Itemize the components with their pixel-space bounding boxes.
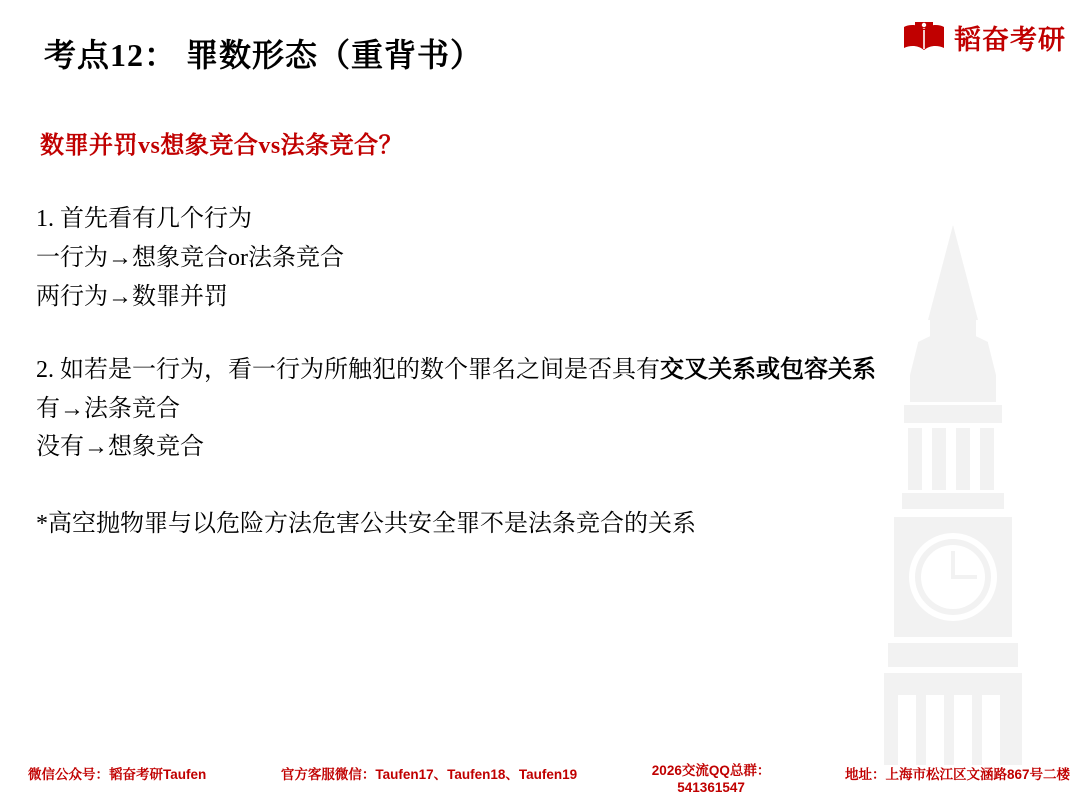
- rule-block-1: [36, 200, 936, 317]
- page-title: 考点12： 罪数形态（重背书）: [44, 37, 484, 73]
- rule-1-line-2: 一行为→想象竞合or法条竞合: [36, 244, 344, 271]
- rule-block-2: [36, 351, 936, 468]
- brand-logo: [902, 18, 1066, 57]
- rule-2-line-1: [36, 351, 936, 390]
- footnote: *高空抛物罪与以危险方法危害公共安全罪不是法条竞合的关系: [36, 511, 696, 538]
- footer-qq-group: [652, 763, 771, 797]
- rule-1-line-1: 1. 首先看有几个行为: [36, 206, 252, 232]
- footer-wechat-public: 微信公众号：韬奋考研Taufen: [28, 767, 207, 783]
- emphasized-phrase: 交叉关系或包容关系: [660, 356, 876, 383]
- brand-name: 韬奋考研: [954, 25, 1066, 55]
- slide-content: [36, 125, 936, 538]
- open-book-icon: [902, 21, 946, 55]
- footer: [0, 763, 1080, 797]
- footer-qq-group-label: 2026交流QQ总群：: [651, 763, 771, 779]
- footer-service-wechat: 官方客服微信：Taufen17、Taufen18、Taufen19: [280, 767, 578, 783]
- rule-2-line-1-text: 2. 如若是一行为，看一行为所触犯的数个罪名之间是否具有交叉关系或包容关系: [36, 356, 876, 383]
- rule-1-line-3: 两行为→数罪并罚: [36, 283, 228, 310]
- section-heading: 数罪并罚vs想象竞合vs法条竞合？: [40, 133, 404, 159]
- rule-2-line-3: 没有→想象竞合: [36, 434, 204, 461]
- rule-2-line-2: 有→法条竞合: [36, 395, 180, 422]
- footer-address: 地址：上海市松江区文涵路867号二楼: [844, 767, 1070, 783]
- footer-qq-group-number: 541361547: [677, 780, 745, 796]
